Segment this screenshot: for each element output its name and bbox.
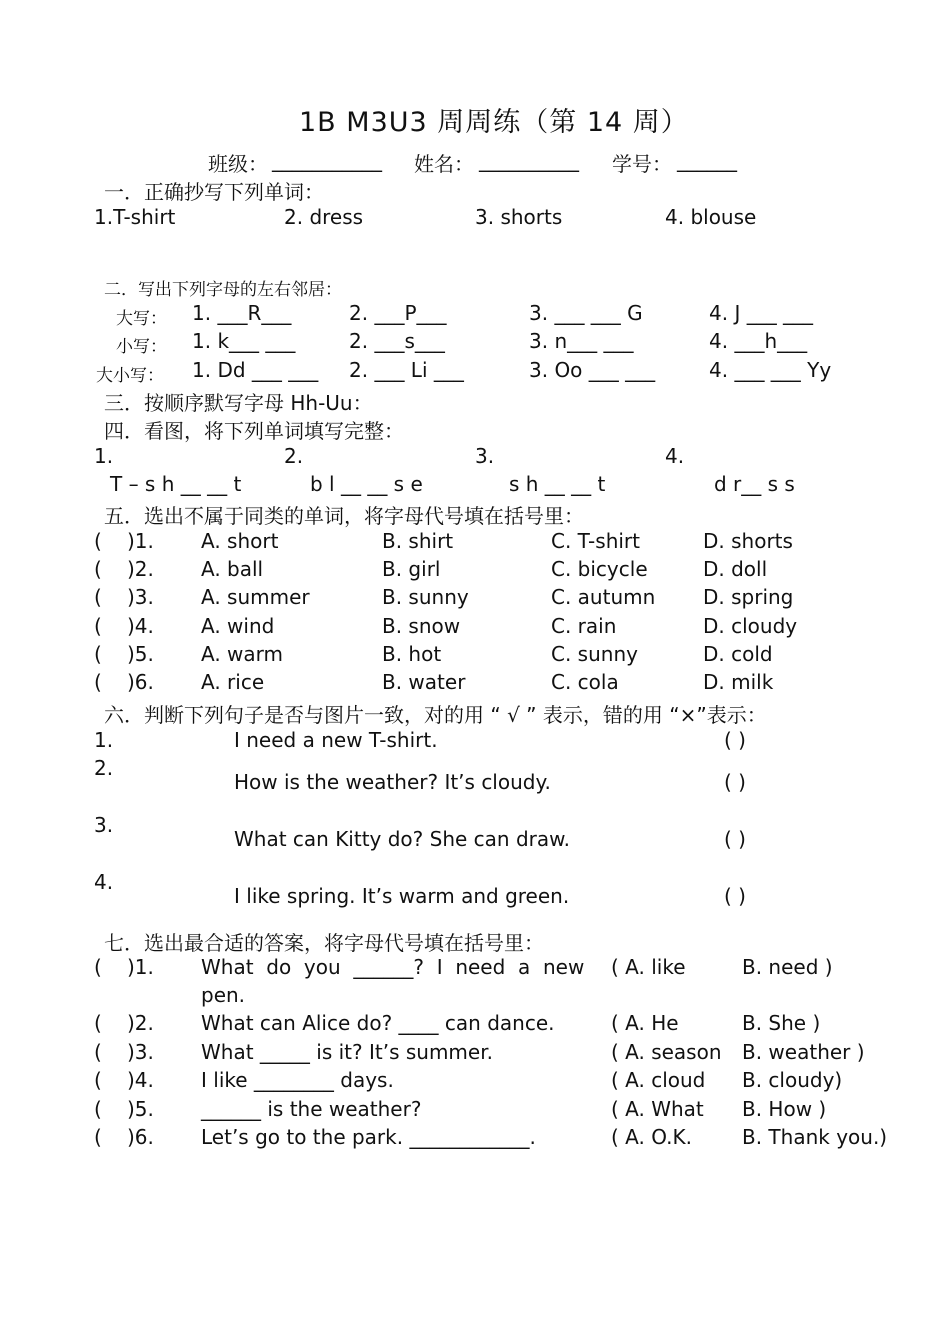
option-d: D. shorts — [703, 529, 793, 553]
answer-paren[interactable]: ( — [94, 1125, 102, 1149]
s1-word: 1.T-shirt — [94, 205, 176, 229]
s2-item: 3. n___ ___ — [529, 329, 634, 353]
s1-word: 2. dress — [284, 205, 364, 229]
s2-item: 4. ___h___ — [709, 329, 808, 353]
question-number: 3. — [94, 813, 114, 837]
question-number: )1. — [127, 955, 154, 979]
s2-row-label: 小写： — [116, 337, 167, 357]
question-number: )4. — [127, 614, 154, 638]
answer-paren[interactable]: ( — [94, 1040, 102, 1064]
s4-number: 1. — [94, 444, 114, 468]
option-a: ( A. cloud — [611, 1068, 706, 1092]
answer-paren[interactable]: ( ) — [724, 728, 746, 752]
question-number: )1. — [127, 529, 154, 553]
option-c: C. rain — [551, 614, 617, 638]
option-b: B. snow — [382, 614, 461, 638]
question-number: 2. — [94, 756, 114, 780]
s4-number: 4. — [665, 444, 685, 468]
option-c: C. bicycle — [551, 557, 648, 581]
s2-item: 4. J ___ ___ — [709, 301, 814, 325]
option-a: A. short — [201, 529, 279, 553]
s7-question: What can Alice do? ____ can dance. — [201, 1011, 555, 1035]
s7-question: Let’s go to the park. ____________. — [201, 1125, 536, 1149]
option-d: D. milk — [703, 670, 774, 694]
question-number: )4. — [127, 1068, 154, 1092]
s2-item: 2. ___P___ — [349, 301, 447, 325]
s4-word: s h __ __ t — [509, 472, 606, 496]
option-b: B. hot — [382, 642, 442, 666]
option-b: B. need ) — [742, 955, 833, 979]
s2-row-label: 大小写： — [96, 366, 164, 386]
option-c: C. autumn — [551, 585, 656, 609]
question-number: )6. — [127, 1125, 154, 1149]
s2-item: 3. ___ ___ G — [529, 301, 643, 325]
answer-paren[interactable]: ( — [94, 585, 102, 609]
page-title: 1B M3U3 周周练（第 14 周） — [299, 107, 689, 138]
answer-paren[interactable]: ( — [94, 1068, 102, 1092]
s6-sentence: I need a new T-shirt. — [234, 728, 438, 752]
s2-row-label: 大写： — [116, 309, 167, 329]
class-blank[interactable]: ___________ — [272, 148, 382, 172]
name-label: 姓名： — [414, 152, 474, 176]
student-number-label: 学号： — [612, 152, 672, 176]
s2-item: 1. k___ ___ — [192, 329, 296, 353]
option-d: D. cloudy — [703, 614, 798, 638]
option-b: B. shirt — [382, 529, 454, 553]
option-b: B. She ) — [742, 1011, 821, 1035]
answer-paren[interactable]: ( ) — [724, 884, 746, 908]
option-b: B. weather ) — [742, 1040, 865, 1064]
s4-word: T – s h __ __ t — [110, 472, 242, 496]
option-a: ( A. O.K. — [611, 1125, 692, 1149]
section5-heading: 五．选出不属于同类的单词，将字母代号填在括号里： — [104, 504, 584, 528]
question-number: )2. — [127, 1011, 154, 1035]
s1-word: 4. blouse — [665, 205, 757, 229]
s7-question: I like ________ days. — [201, 1068, 394, 1092]
option-a: ( A. like — [611, 955, 686, 979]
option-d: D. doll — [703, 557, 768, 581]
option-a: A. warm — [201, 642, 284, 666]
s4-number: 3. — [475, 444, 495, 468]
option-b: B. water — [382, 670, 466, 694]
option-a: ( A. What — [611, 1097, 704, 1121]
section2-heading: 二．写出下列字母的左右邻居： — [104, 280, 342, 300]
option-b: B. sunny — [382, 585, 469, 609]
section3-heading: 三．按顺序默写字母 Hh-Uu： — [104, 391, 373, 415]
section6-heading: 六．判断下列句子是否与图片一致，对的用 “ √ ” 表示，错的用 “×”表示： — [104, 703, 767, 727]
answer-paren[interactable]: ( — [94, 642, 102, 666]
option-c: C. T-shirt — [551, 529, 640, 553]
class-label: 班级： — [208, 152, 268, 176]
option-a: A. ball — [201, 557, 264, 581]
option-d: D. cold — [703, 642, 773, 666]
option-a: A. summer — [201, 585, 310, 609]
s2-item: 3. Oo ___ ___ — [529, 358, 656, 382]
answer-paren[interactable]: ( — [94, 1011, 102, 1035]
s4-word: d r__ s s — [714, 472, 795, 496]
name-blank[interactable]: __________ — [479, 148, 579, 172]
answer-paren[interactable]: ( ) — [724, 827, 746, 851]
answer-paren[interactable]: ( ) — [724, 770, 746, 794]
question-number: )3. — [127, 1040, 154, 1064]
option-b: B. How ) — [742, 1097, 827, 1121]
section7-heading: 七．选出最合适的答案，将字母代号填在括号里： — [104, 931, 544, 955]
section4-heading: 四．看图，将下列单词填写完整： — [104, 419, 404, 443]
s6-sentence: What can Kitty do? She can draw. — [234, 827, 571, 851]
option-c: C. sunny — [551, 642, 638, 666]
s2-item: 2. ___ Li ___ — [349, 358, 464, 382]
question-number: )6. — [127, 670, 154, 694]
option-a: A. rice — [201, 670, 265, 694]
student-number-blank[interactable]: ______ — [677, 148, 737, 172]
question-number: )2. — [127, 557, 154, 581]
s6-sentence: How is the weather? It’s cloudy. — [234, 770, 551, 794]
s6-sentence: I like spring. It’s warm and green. — [234, 884, 570, 908]
option-d: D. spring — [703, 585, 794, 609]
s4-word: b l __ __ s e — [310, 472, 423, 496]
question-number: 4. — [94, 870, 114, 894]
s4-number: 2. — [284, 444, 304, 468]
option-c: C. cola — [551, 670, 619, 694]
s7-question: ______ is the weather? — [201, 1097, 422, 1121]
option-b: B. Thank you.) — [742, 1125, 888, 1149]
option-b: B. girl — [382, 557, 441, 581]
answer-paren[interactable]: ( — [94, 557, 102, 581]
s1-word: 3. shorts — [475, 205, 563, 229]
answer-paren[interactable]: ( — [94, 955, 102, 979]
answer-paren[interactable]: ( — [94, 614, 102, 638]
s7-question: What _____ is it? It’s summer. — [201, 1040, 493, 1064]
question-number: )5. — [127, 642, 154, 666]
s2-item: 1. Dd ___ ___ — [192, 358, 319, 382]
question-number: 1. — [94, 728, 114, 752]
option-a: ( A. season — [611, 1040, 722, 1064]
question-number: )5. — [127, 1097, 154, 1121]
s7-question: What do you ______? I need a new — [201, 955, 585, 979]
s2-item: 2. ___s___ — [349, 329, 445, 353]
option-a: A. wind — [201, 614, 275, 638]
answer-paren[interactable]: ( — [94, 1097, 102, 1121]
answer-paren[interactable]: ( — [94, 670, 102, 694]
s7-question-cont: pen. — [201, 983, 246, 1007]
s2-item: 4. ___ ___ Yy — [709, 358, 832, 382]
section1-heading: 一．正确抄写下列单词： — [104, 180, 324, 204]
answer-paren[interactable]: ( — [94, 529, 102, 553]
option-a: ( A. He — [611, 1011, 679, 1035]
s2-item: 1. ___R___ — [192, 301, 292, 325]
question-number: )3. — [127, 585, 154, 609]
option-b: B. cloudy) — [742, 1068, 843, 1092]
